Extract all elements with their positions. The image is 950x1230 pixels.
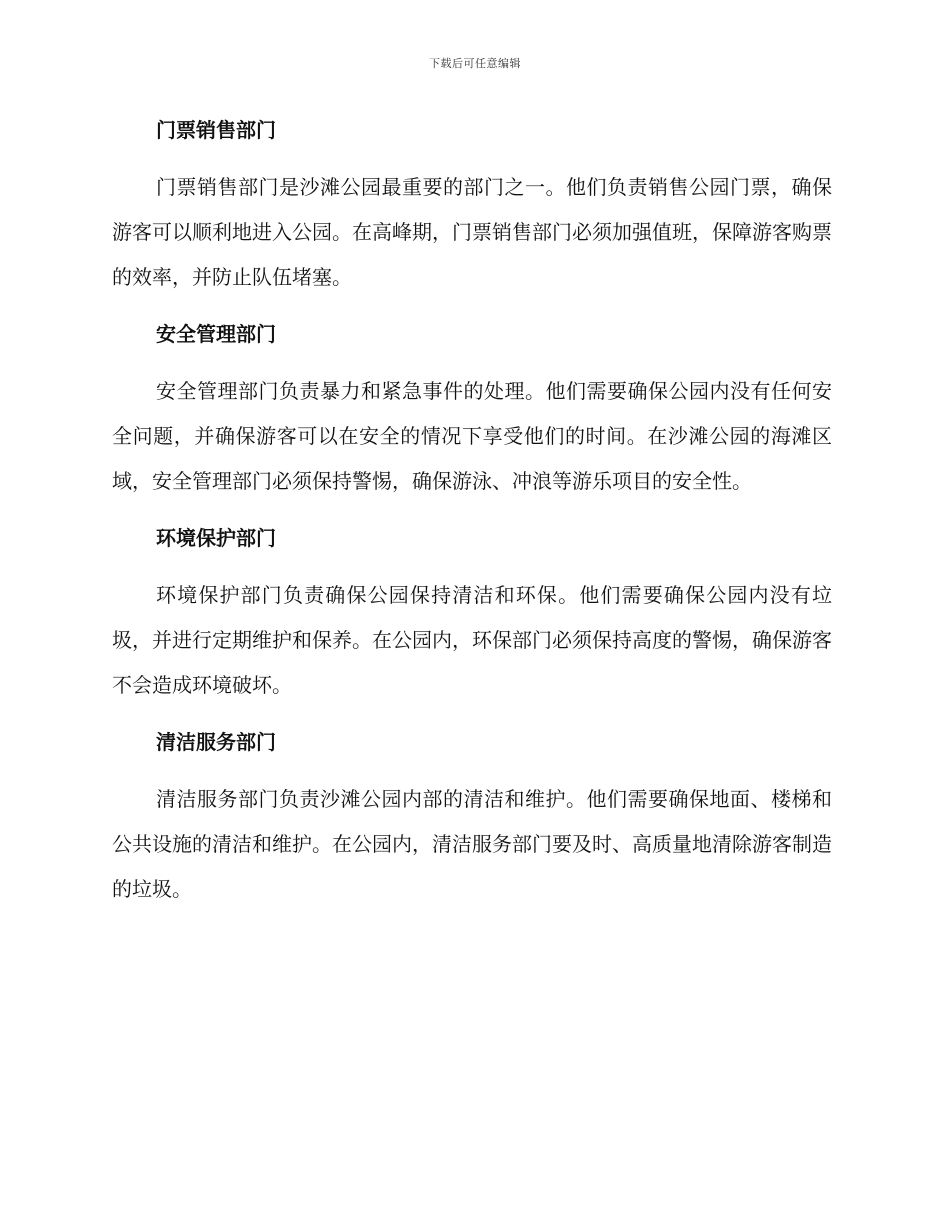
document-content xyxy=(112,108,832,924)
page-header: 下载后可任意编辑 xyxy=(429,57,521,70)
section-body-security: 安全管理部门负责暴力和紧急事件的处理。他们需要确保公园内没有任何安全问题，并确保游客可以在安全的情况下享受他们的时间。在沙滩公园的海滩区域，安全管理部门必须保持警惕，确保游泳、冲浪等游乐项目的安全性。 xyxy=(112,379,832,493)
section-title-ticket-sales: 门票销售部门 xyxy=(156,118,276,142)
section-body-environment: 环境保护部门负责确保公园保持清洁和环保。他们需要确保公园内没有垃圾，并进行定期维护和保养。在公园内，环保部门必须保持高度的警惕，确保游客不会造成环境破坏。 xyxy=(112,583,832,697)
section-body-ticket-sales: 门票销售部门是沙滩公园最重要的部门之一。他们负责销售公园门票，确保游客可以顺利地进入公园。在高峰期，门票销售部门必须加强值班，保障游客购票的效率，并防止队伍堵塞。 xyxy=(112,175,832,289)
section-title-security: 安全管理部门 xyxy=(156,322,276,346)
section-title-environment: 环境保护部门 xyxy=(156,526,276,550)
section-title-cleaning: 清洁服务部门 xyxy=(156,730,276,754)
section-body-cleaning: 清洁服务部门负责沙滩公园内部的清洁和维护。他们需要确保地面、楼梯和公共设施的清洁和维护。在公园内，清洁服务部门要及时、高质量地清除游客制造的垃圾。 xyxy=(112,787,832,901)
